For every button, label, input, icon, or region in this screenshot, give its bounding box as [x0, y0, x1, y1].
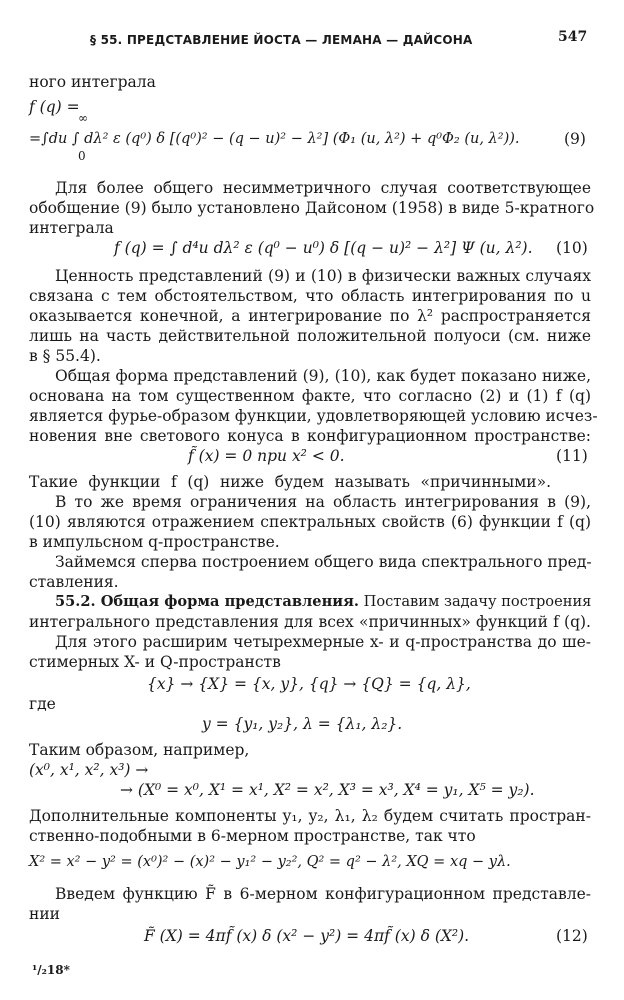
text-line: связана с тем обстоятельством, что область интегрирования по u: [29, 287, 591, 305]
text-line: где: [29, 695, 56, 713]
text-line: нии: [29, 905, 60, 923]
text-line: В то же время ограничения на область интегрирования в (9),: [55, 493, 591, 511]
equation-line: f (q) =: [29, 98, 80, 116]
text-line: (10) являются отражением спектральных свойств (6) функции f (q): [29, 513, 591, 531]
equation-y-lambda: y = {y₁, y₂}, λ = {λ₁, λ₂}.: [202, 715, 403, 733]
equation-coords-2: → (X⁰ = x⁰, X¹ = x¹, X² = x², X³ = x³, X⁴ = y₁, X⁵ = y₂).: [120, 781, 535, 799]
text-line: Таким образом, например,: [29, 741, 250, 759]
text-line: обобщение (9) было установлено Дайсоном (1958) в виде 5-кратного: [29, 199, 595, 217]
text-line: Для более общего несимметричного случая соответствующее: [55, 179, 591, 197]
integral-lower-limit: 0: [78, 149, 86, 163]
text-line: ставления.: [29, 573, 119, 591]
running-title: § 55. ПРЕДСТАВЛЕНИЕ ЙОСТА — ЛЕМАНА — ДАЙСОНА: [90, 33, 473, 47]
text-run: Поставим задачу построения: [358, 593, 592, 610]
text-line: стимерных X- и Q-пространств: [29, 653, 281, 671]
integral-upper-limit: ∞: [78, 111, 88, 125]
text-line: является фурье-образом функции, удовлетворяющей условию исчез-: [29, 407, 598, 425]
equation-12: F̃ (X) = 4πf̃ (x) δ (x² − y²) = 4πf̃ (x) δ (X²).: [144, 927, 470, 945]
equation-11: f̃ (x) = 0 при x² < 0.: [188, 447, 345, 465]
equation-number: (11): [556, 447, 588, 465]
page-number: 547: [558, 29, 588, 45]
signature-mark: ¹/₂18*: [32, 963, 70, 977]
text-line: в импульсном q-пространстве.: [29, 533, 280, 551]
equation-number: (12): [556, 927, 588, 945]
equation-number: (10): [556, 239, 588, 257]
text-line: интеграла: [29, 219, 114, 237]
text-line: в § 55.4).: [29, 347, 101, 365]
text-line: Для этого расширим четырехмерные x- и q-пространства до ше-: [55, 633, 591, 651]
text-line: Ценность представлений (9) и (10) в физически важных случаях: [55, 267, 591, 285]
equation-9: =∫du ∫ dλ² ε (q⁰) δ [(q⁰)² − (q − u)² − λ²] (Φ₁ (u, λ²) + q⁰Φ₂ (u, λ²)).: [29, 131, 520, 147]
section-heading: 55.2. Общая форма представления.: [55, 593, 359, 610]
equation-number: (9): [564, 130, 586, 148]
text-line: ственно-подобными в 6-мерном пространстве, так что: [29, 827, 476, 845]
text-line: Займемся сперва построением общего вида спектрального пред-: [55, 553, 592, 571]
section-paragraph: [55, 592, 591, 612]
text-line: интегрального представления для всех «причинных» функций f (q).: [29, 613, 591, 631]
text-line: новения вне светового конуса в конфигурационном пространстве:: [29, 427, 591, 445]
equation-coords-1: (x⁰, x¹, x², x³) →: [29, 761, 149, 779]
text-line: Такие функции f (q) ниже будем называть «причинными».: [29, 473, 551, 491]
equation-extension: {x} → {X} = {x, y}, {q} → {Q} = {q, λ},: [147, 675, 471, 693]
text-line: оказывается конечной, а интегрирование по λ² распространяется: [29, 307, 591, 325]
text-line: Введем функцию F̃ в 6-мерном конфигурационном представле-: [55, 885, 591, 903]
equation-10: f (q) = ∫ d⁴u dλ² ε (q⁰ − u⁰) δ [(q − u)² − λ²] Ψ (u, λ²).: [114, 239, 533, 257]
text-line: Дополнительные компоненты y₁, y₂, λ₁, λ₂ будем считать простран-: [29, 807, 591, 825]
text-line: лишь на часть действительной положительной полуоси (см. ниже: [29, 327, 591, 345]
text-line: основана на том существенном факте, что согласно (2) и (1) f (q): [29, 387, 591, 405]
text-line: Общая форма представлений (9), (10), как будет показано ниже,: [55, 367, 591, 385]
text-line: ного интеграла: [29, 73, 156, 91]
equation-metric: X² = x² − y² = (x⁰)² − (x)² − y₁² − y₂², Q² = q² − λ², XQ = xq − yλ.: [29, 854, 511, 870]
